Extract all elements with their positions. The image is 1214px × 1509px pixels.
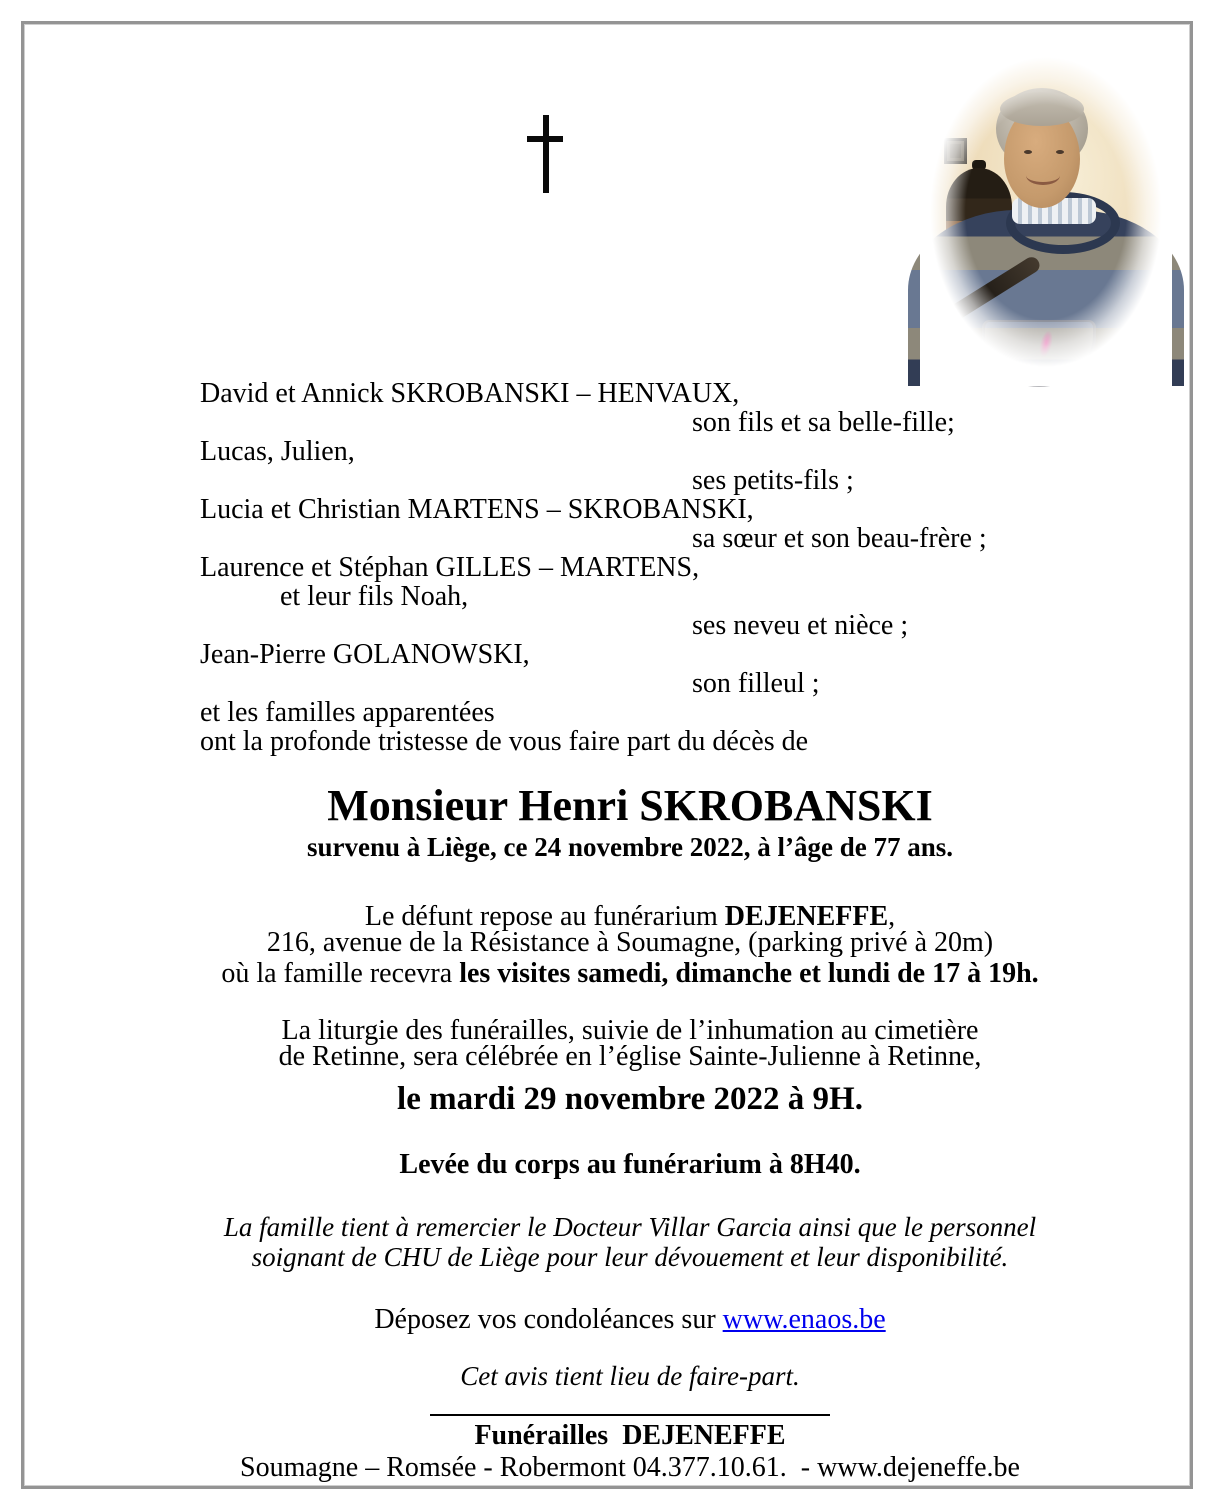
family-line-grandsons: Lucas, Julien, (200, 436, 355, 467)
liturgy-line-1: La liturgie des funérailles, suivie de l’inhumation au cimetière (281, 1015, 979, 1046)
relation-label-petits-fils: ses petits-fils ; (692, 465, 854, 496)
condolences-prefix: Déposez vos condoléances sur (374, 1304, 723, 1335)
death-date-subtitle: survenu à Liège, ce 24 novembre 2022, à l’âge de 77 ans. (307, 832, 953, 862)
deceased-name-title: Monsieur Henri SKROBANSKI (327, 781, 933, 830)
relation-label-neveu: ses neveu et nièce ; (692, 610, 909, 641)
repose-address-line: 216, avenue de la Résistance à Soumagne, (parking privé à 20m) (266, 927, 994, 958)
relation-label-filleul: son filleul ; (692, 668, 820, 699)
funeral-home-name: DEJENEFFE (724, 901, 889, 932)
photo-oval-vignette (920, 48, 1172, 386)
funeral-date: le mardi 29 novembre 2022 à 9H. (397, 1081, 863, 1117)
visits-line (46, 958, 1214, 989)
liturgy-line-2: de Retinne, sera célébrée en l’église Sainte-Julienne à Retinne, (278, 1041, 982, 1072)
footer-divider-line (430, 1414, 830, 1416)
faire-part-notice: Cet avis tient lieu de faire-part. (460, 1361, 800, 1391)
thanks-line-1: La famille tient à remercier le Docteur Villar Garcia ainsi que le personnel (223, 1212, 1037, 1242)
visits-line-prefix: où la famille recevra (221, 958, 460, 989)
cross-icon (527, 115, 563, 193)
visits-schedule: les visites samedi, dimanche et lundi de 17 à 19h. (459, 958, 1039, 989)
enaos-link[interactable]: www.enaos.be (722, 1304, 886, 1335)
family-line-niece: Laurence et Stéphan GILLES – MARTENS, (200, 552, 700, 583)
footer-contact-details: Soumagne – Romsée - Robermont 04.377.10.61. - www.dejeneffe.be (240, 1452, 1020, 1483)
relation-label-fils: son fils et sa belle-fille; (692, 407, 955, 438)
family-line-godson: Jean-Pierre GOLANOWSKI, (200, 639, 530, 670)
portrait-photo (920, 48, 1172, 386)
announcement-intro: ont la profonde tristesse de vous faire part du décès de (200, 726, 809, 757)
footer-company-name: Funérailles DEJENEFFE (474, 1420, 786, 1451)
family-line-sister: Lucia et Christian MARTENS – SKROBANSKI, (200, 494, 754, 525)
condolences-line (46, 1304, 1214, 1335)
cross-horizontal-bar (527, 136, 563, 142)
footer-rule-wrap (46, 1414, 1214, 1416)
relation-label-soeur: sa sœur et son beau-frère ; (692, 523, 987, 554)
family-names-section (0, 379, 1214, 756)
family-line-son: David et Annick SKROBANSKI – HENVAUX, (200, 378, 740, 409)
family-line-noah: et leur fils Noah, (280, 581, 469, 612)
levee-du-corps: Levée du corps au funérarium à 8H40. (399, 1149, 861, 1180)
family-line-familles: et les familles apparentées (200, 697, 495, 728)
repose-line-1-suffix: , (888, 901, 896, 932)
cross-vertical-bar (543, 115, 549, 193)
thanks-line-2: soignant de CHU de Liège pour leur dévouement et leur disponibilité. (251, 1242, 1009, 1272)
repose-line-1-prefix: Le défunt repose au funérarium (364, 901, 725, 932)
